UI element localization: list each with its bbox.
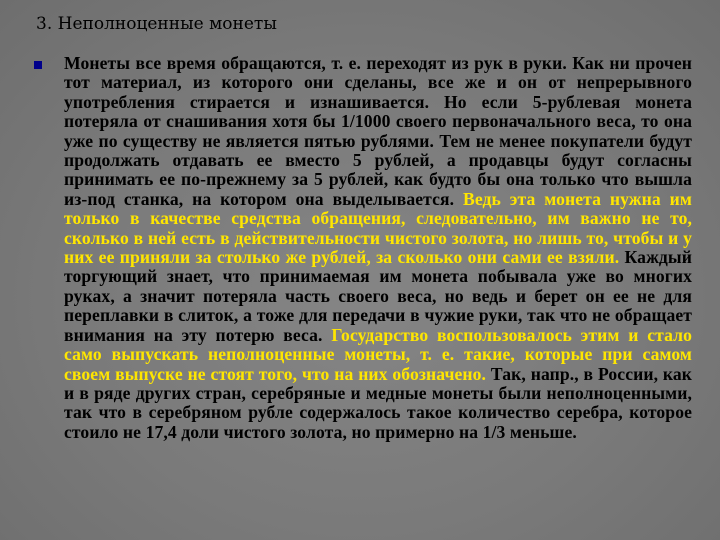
text-segment: Так, напр., в России, как и в ряде других стран, серебряные и медные монеты были неполноценными, так что в серебряном рубле содержалось такое количество серебра, которое стоило не 17,4 доли чистого золота, но примерно на 1/3 меньше. — [64, 363, 693, 442]
bullet-square-icon — [34, 61, 42, 69]
highlighted-text-segment: Государство воспользовалось этим и стало само выпускать неполноценные монеты, т. е. такие, которые при самом своем выпуске не стоят того, что на них обозначено. — [64, 324, 692, 384]
slide-title: 3. Неполноценные монеты — [36, 14, 277, 34]
text-segment: Монеты все время обращаются, т. е. переходят из рук в руки. Как ни прочен тот материал, из которого они сделаны, все же и он от непрерывного употребления стирается и изнашивается. Но если 5-рублевая монета потеряла от снашивания хотя бы 1/1000 своего первоначального веса, то она уже по существу не является пятью рублями. Тем не менее покупатели будут продолжать отдавать ее вместо 5 рублей, а продавцы будут согласны принимать ее по-прежнему за 5 рублей, как будто бы она только что вышла из-под станка, на котором она выделывается. — [64, 53, 692, 209]
text-segment: Каждый торгующий знает, что принимаемая им монета побывала уже во многих руках, а значит потеряла часть своего веса, но ведь и берет он ее не для переплавки в слиток, а тоже для передачи в чужие руки, так что не обращает внимания на эту потерю веса. — [64, 247, 692, 345]
highlighted-text-segment: Ведь эта монета нужна им только в качестве средства обращения, следовательно, им важно не то, сколько в ней есть в действительности чистого золота, но лишь то, чтобы и у них ее приняли за столько же рублей, за сколько они сами ее взяли. — [64, 188, 692, 268]
body-paragraph — [64, 54, 692, 442]
